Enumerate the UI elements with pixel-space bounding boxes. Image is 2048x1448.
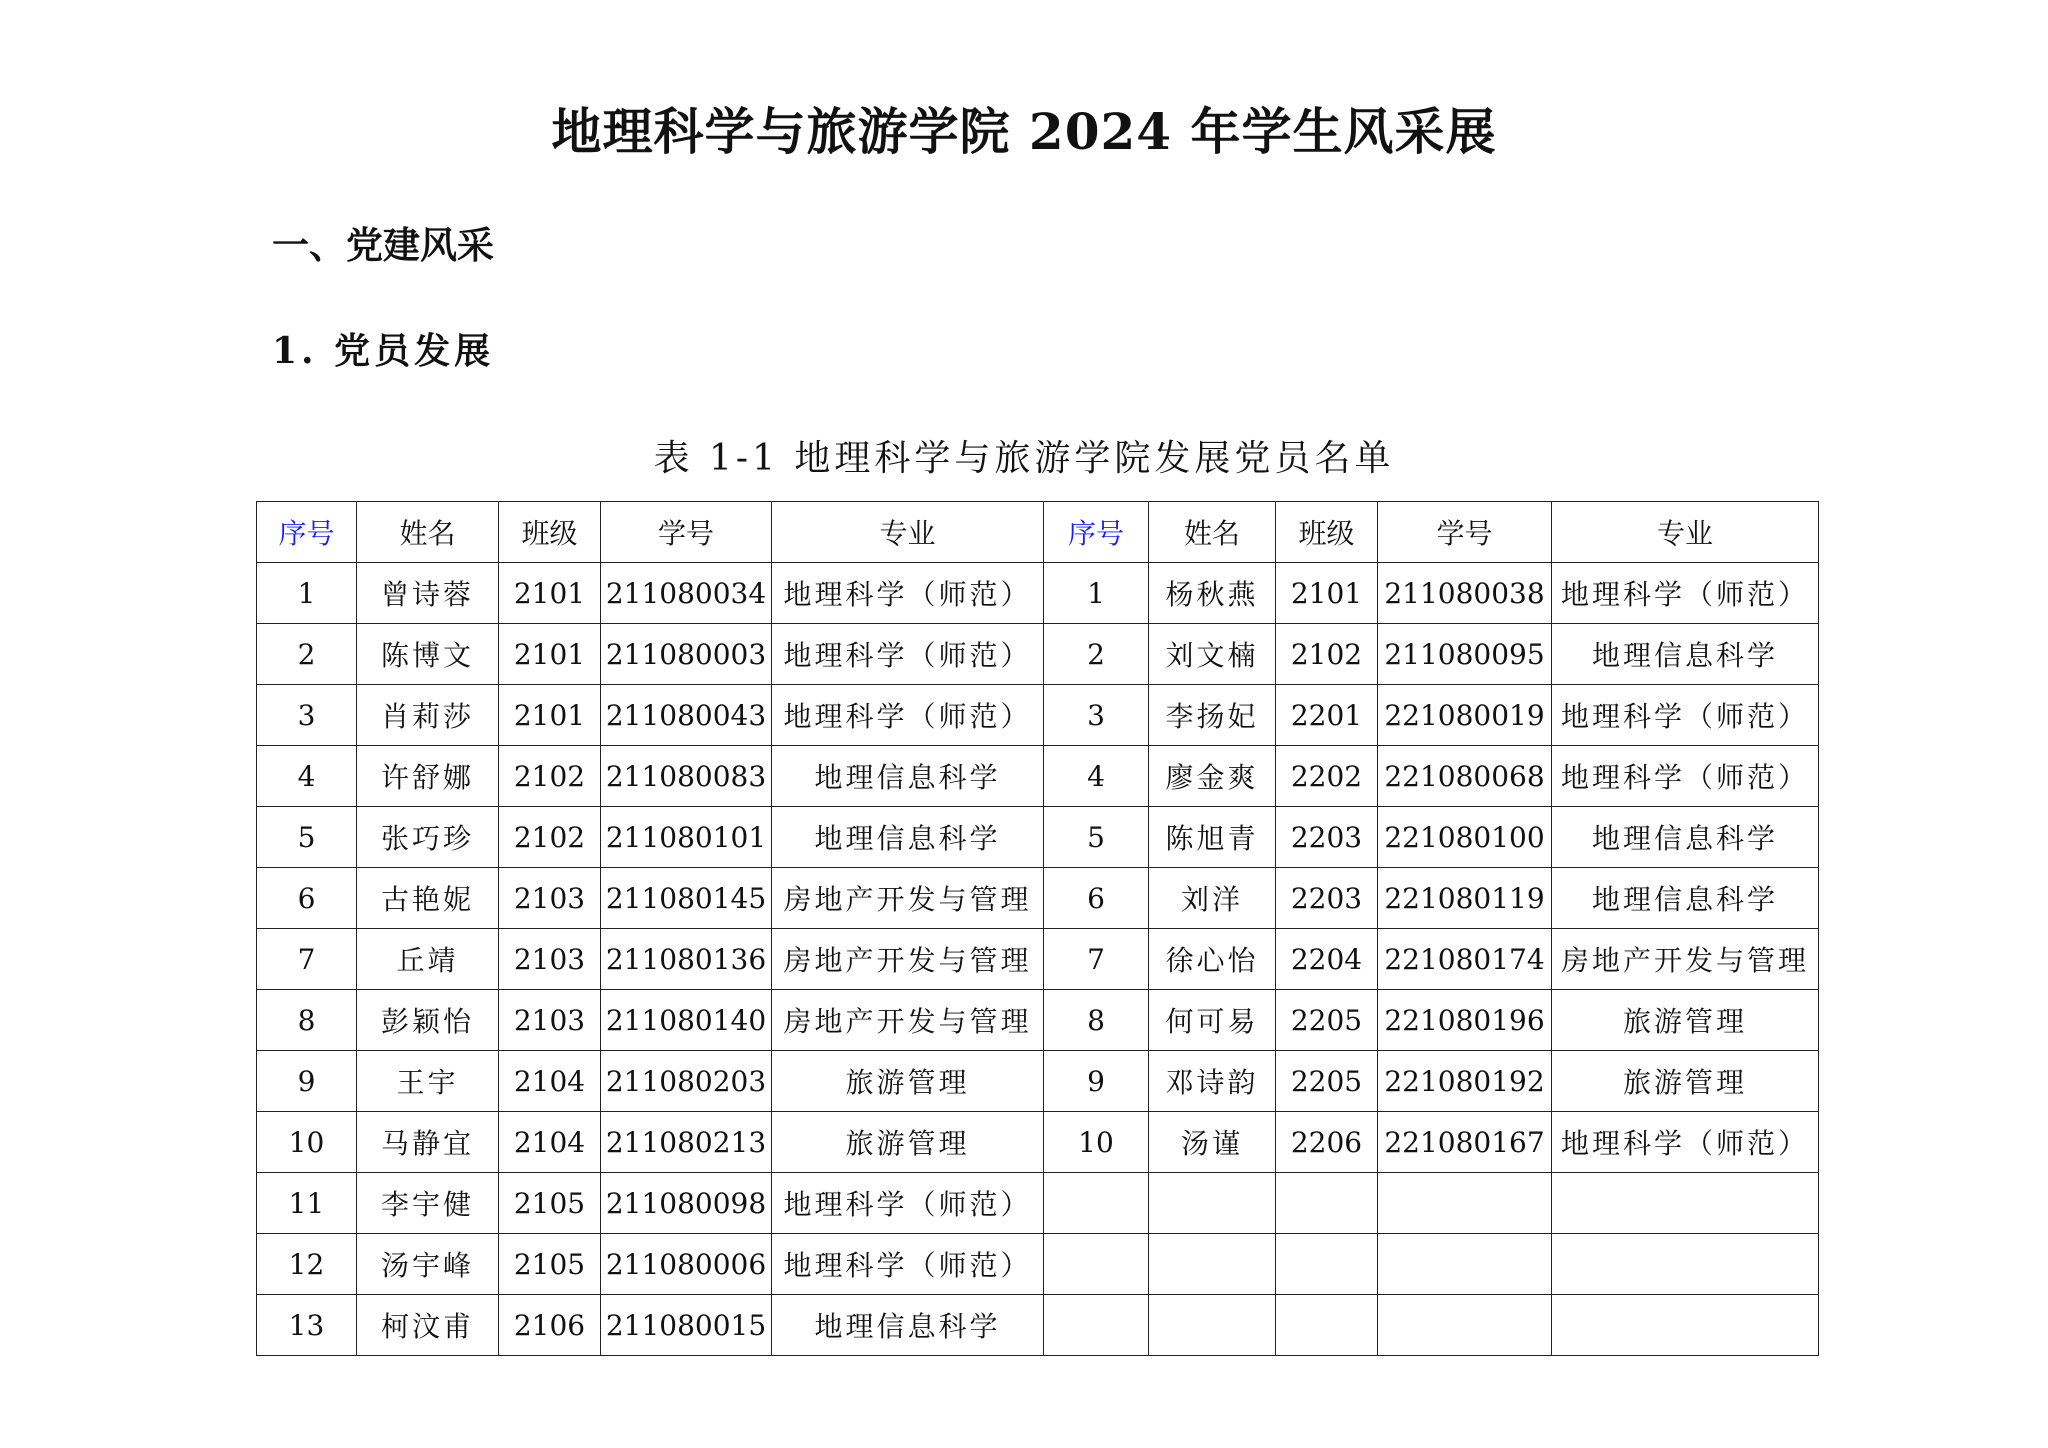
cell-major-left: 地理信息科学	[772, 746, 1044, 807]
cell-student-id-right: 221080068	[1378, 746, 1552, 807]
cell-index-right: 5	[1044, 807, 1149, 868]
cell-student-id-right: 221080100	[1378, 807, 1552, 868]
cell-student-id-left: 211080083	[601, 746, 772, 807]
cell-major-left: 房地产开发与管理	[772, 990, 1044, 1051]
cell-class-right: 2203	[1276, 868, 1378, 929]
cell-index-left: 11	[257, 1173, 357, 1234]
cell-class-left: 2104	[499, 1051, 601, 1112]
cell-class-right: 2205	[1276, 990, 1378, 1051]
cell-major-left: 地理科学（师范）	[772, 563, 1044, 624]
cell-major-left: 地理科学（师范）	[772, 1234, 1044, 1295]
table-row	[257, 685, 1819, 746]
cell-class-right	[1276, 1173, 1378, 1234]
table-caption: 表 1-1 地理科学与旅游学院发展党员名单	[653, 438, 1395, 479]
table-row	[257, 1051, 1819, 1112]
cell-student-id-right	[1378, 1234, 1552, 1295]
header-cell-student-id-left: 学号	[601, 502, 772, 563]
cell-index-right: 7	[1044, 929, 1149, 990]
cell-student-id-left: 211080136	[601, 929, 772, 990]
cell-index-left: 12	[257, 1234, 357, 1295]
cell-major-right: 地理信息科学	[1552, 868, 1819, 929]
cell-major-left: 地理科学（师范）	[772, 624, 1044, 685]
cell-name-left: 马静宜	[357, 1112, 499, 1173]
cell-index-right: 8	[1044, 990, 1149, 1051]
cell-index-right	[1044, 1173, 1149, 1234]
header-cell-student-id-right: 学号	[1378, 502, 1552, 563]
cell-name-left: 肖莉莎	[357, 685, 499, 746]
table-row	[257, 990, 1819, 1051]
cell-student-id-left: 211080034	[601, 563, 772, 624]
cell-student-id-left: 211080015	[601, 1295, 772, 1356]
cell-major-left: 地理科学（师范）	[772, 1173, 1044, 1234]
cell-name-left: 曾诗蓉	[357, 563, 499, 624]
cell-class-left: 2101	[499, 563, 601, 624]
cell-index-right	[1044, 1234, 1149, 1295]
cell-class-left: 2103	[499, 990, 601, 1051]
subsection-heading: 1. 党员发展	[272, 330, 495, 372]
table-row	[257, 746, 1819, 807]
cell-class-right	[1276, 1234, 1378, 1295]
cell-name-left: 彭颖怡	[357, 990, 499, 1051]
cell-name-right: 廖金爽	[1149, 746, 1276, 807]
table-body	[257, 563, 1819, 1356]
cell-name-left: 丘靖	[357, 929, 499, 990]
table-row	[257, 1112, 1819, 1173]
cell-class-left: 2102	[499, 746, 601, 807]
cell-index-right: 1	[1044, 563, 1149, 624]
cell-name-right: 邓诗韵	[1149, 1051, 1276, 1112]
cell-major-right: 旅游管理	[1552, 990, 1819, 1051]
table-header-row	[257, 502, 1819, 563]
party-member-table	[256, 501, 1819, 1356]
cell-index-right: 10	[1044, 1112, 1149, 1173]
cell-major-right: 地理科学（师范）	[1552, 563, 1819, 624]
cell-index-left: 9	[257, 1051, 357, 1112]
cell-class-right: 2205	[1276, 1051, 1378, 1112]
party-member-table-wrapper	[256, 501, 1819, 1356]
cell-class-right: 2201	[1276, 685, 1378, 746]
cell-student-id-right: 221080192	[1378, 1051, 1552, 1112]
cell-index-left: 3	[257, 685, 357, 746]
cell-name-right: 刘文楠	[1149, 624, 1276, 685]
table-row	[257, 1173, 1819, 1234]
table-row	[257, 1234, 1819, 1295]
cell-class-right: 2202	[1276, 746, 1378, 807]
cell-student-id-left: 211080145	[601, 868, 772, 929]
header-cell-name-right: 姓名	[1149, 502, 1276, 563]
header-cell-name-left: 姓名	[357, 502, 499, 563]
cell-student-id-left: 211080098	[601, 1173, 772, 1234]
cell-major-right	[1552, 1295, 1819, 1356]
cell-name-right	[1149, 1173, 1276, 1234]
table-row	[257, 1295, 1819, 1356]
cell-class-left: 2104	[499, 1112, 601, 1173]
cell-class-left: 2101	[499, 685, 601, 746]
cell-index-left: 13	[257, 1295, 357, 1356]
cell-major-right: 地理科学（师范）	[1552, 685, 1819, 746]
cell-name-right	[1149, 1234, 1276, 1295]
header-cell-index-right: 序号	[1044, 502, 1149, 563]
cell-index-right	[1044, 1295, 1149, 1356]
cell-major-left: 旅游管理	[772, 1112, 1044, 1173]
cell-major-left: 旅游管理	[772, 1051, 1044, 1112]
cell-name-left: 古艳妮	[357, 868, 499, 929]
cell-index-right: 9	[1044, 1051, 1149, 1112]
cell-major-left: 地理信息科学	[772, 1295, 1044, 1356]
cell-name-left: 汤宇峰	[357, 1234, 499, 1295]
cell-name-right: 刘洋	[1149, 868, 1276, 929]
cell-index-left: 7	[257, 929, 357, 990]
cell-name-left: 张巧珍	[357, 807, 499, 868]
cell-index-right: 6	[1044, 868, 1149, 929]
cell-index-right: 4	[1044, 746, 1149, 807]
cell-index-left: 4	[257, 746, 357, 807]
table-row	[257, 563, 1819, 624]
cell-index-left: 6	[257, 868, 357, 929]
header-cell-index-left: 序号	[257, 502, 357, 563]
cell-major-left: 地理信息科学	[772, 807, 1044, 868]
cell-index-right: 2	[1044, 624, 1149, 685]
cell-major-left: 房地产开发与管理	[772, 868, 1044, 929]
cell-student-id-right: 211080038	[1378, 563, 1552, 624]
cell-name-right: 何可易	[1149, 990, 1276, 1051]
cell-major-right: 旅游管理	[1552, 1051, 1819, 1112]
cell-name-right	[1149, 1295, 1276, 1356]
header-cell-major-right: 专业	[1552, 502, 1819, 563]
cell-name-left: 李宇健	[357, 1173, 499, 1234]
cell-index-left: 8	[257, 990, 357, 1051]
cell-class-right: 2204	[1276, 929, 1378, 990]
cell-student-id-right: 221080196	[1378, 990, 1552, 1051]
cell-student-id-right: 221080119	[1378, 868, 1552, 929]
cell-student-id-left: 211080203	[601, 1051, 772, 1112]
cell-index-right: 3	[1044, 685, 1149, 746]
cell-index-left: 2	[257, 624, 357, 685]
cell-student-id-left: 211080101	[601, 807, 772, 868]
cell-class-right: 2101	[1276, 563, 1378, 624]
cell-name-right: 汤谨	[1149, 1112, 1276, 1173]
cell-class-left: 2105	[499, 1234, 601, 1295]
cell-major-left: 地理科学（师范）	[772, 685, 1044, 746]
cell-student-id-left: 211080006	[601, 1234, 772, 1295]
table-row	[257, 807, 1819, 868]
cell-student-id-left: 211080213	[601, 1112, 772, 1173]
cell-major-right: 地理科学（师范）	[1552, 1112, 1819, 1173]
table-row	[257, 868, 1819, 929]
cell-class-right: 2206	[1276, 1112, 1378, 1173]
cell-major-right: 房地产开发与管理	[1552, 929, 1819, 990]
cell-major-right: 地理信息科学	[1552, 624, 1819, 685]
cell-major-right	[1552, 1173, 1819, 1234]
cell-student-id-right	[1378, 1173, 1552, 1234]
cell-index-left: 5	[257, 807, 357, 868]
cell-class-right: 2203	[1276, 807, 1378, 868]
table-row	[257, 929, 1819, 990]
header-cell-class-left: 班级	[499, 502, 601, 563]
cell-class-left: 2101	[499, 624, 601, 685]
cell-student-id-right: 211080095	[1378, 624, 1552, 685]
cell-major-right: 地理信息科学	[1552, 807, 1819, 868]
cell-name-left: 王宇	[357, 1051, 499, 1112]
cell-class-left: 2105	[499, 1173, 601, 1234]
cell-major-left: 房地产开发与管理	[772, 929, 1044, 990]
cell-major-right	[1552, 1234, 1819, 1295]
header-cell-class-right: 班级	[1276, 502, 1378, 563]
cell-student-id-right: 221080019	[1378, 685, 1552, 746]
cell-name-right: 徐心怡	[1149, 929, 1276, 990]
cell-student-id-right	[1378, 1295, 1552, 1356]
cell-index-left: 1	[257, 563, 357, 624]
cell-class-left: 2103	[499, 868, 601, 929]
table-row	[257, 624, 1819, 685]
cell-student-id-left: 211080003	[601, 624, 772, 685]
cell-name-right: 陈旭青	[1149, 807, 1276, 868]
cell-name-left: 许舒娜	[357, 746, 499, 807]
cell-major-right: 地理科学（师范）	[1552, 746, 1819, 807]
cell-class-left: 2103	[499, 929, 601, 990]
cell-class-left: 2102	[499, 807, 601, 868]
cell-name-left: 柯汶甫	[357, 1295, 499, 1356]
header-cell-major-left: 专业	[772, 502, 1044, 563]
cell-name-left: 陈博文	[357, 624, 499, 685]
cell-student-id-right: 221080174	[1378, 929, 1552, 990]
cell-student-id-left: 211080043	[601, 685, 772, 746]
section-heading: 一、党建风采	[272, 224, 494, 267]
cell-student-id-left: 211080140	[601, 990, 772, 1051]
cell-index-left: 10	[257, 1112, 357, 1173]
document-title: 地理科学与旅游学院 2024 年学生风采展	[551, 102, 1497, 161]
cell-name-right: 李扬妃	[1149, 685, 1276, 746]
cell-name-right: 杨秋燕	[1149, 563, 1276, 624]
cell-class-left: 2106	[499, 1295, 601, 1356]
cell-class-right	[1276, 1295, 1378, 1356]
cell-student-id-right: 221080167	[1378, 1112, 1552, 1173]
cell-class-right: 2102	[1276, 624, 1378, 685]
